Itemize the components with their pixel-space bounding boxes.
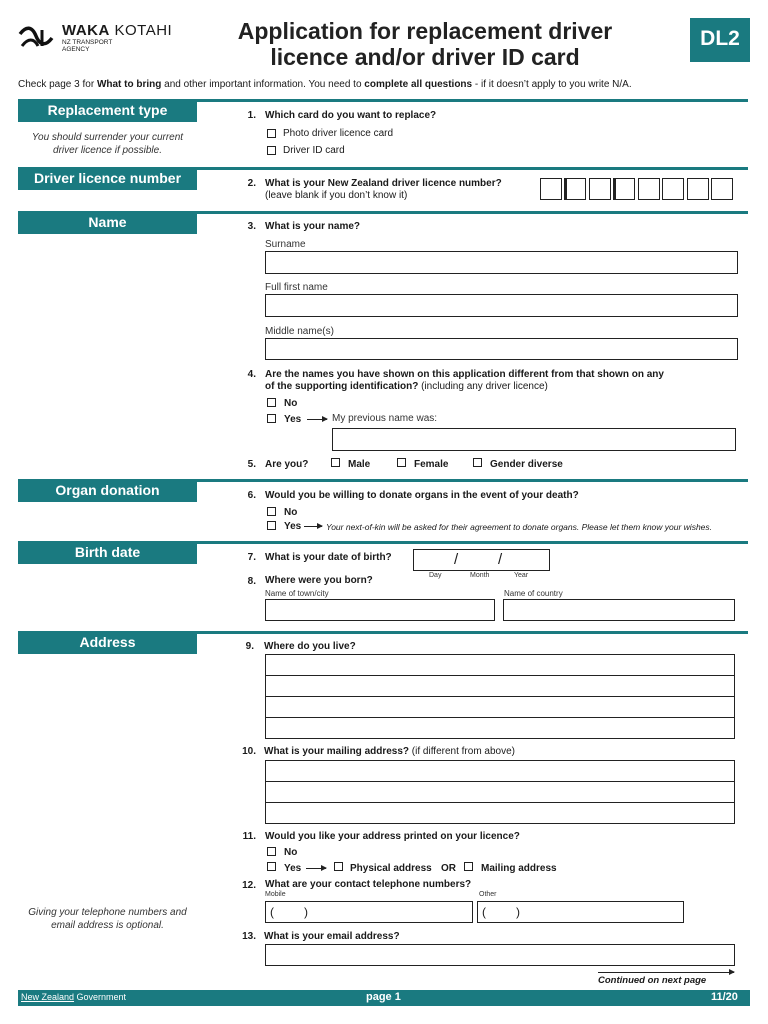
q11-number: 11. [242,831,256,842]
birth-town-input[interactable] [265,599,495,621]
or-label: OR [441,863,456,874]
licence-digit-3[interactable] [589,178,611,200]
q11-yes-label: Yes [284,863,302,874]
mobile-phone-input[interactable]: ( ) [265,901,473,923]
licence-digit-8[interactable] [711,178,733,200]
address-line-4[interactable] [265,717,735,739]
section-tab-name: Name [18,211,197,234]
govt-logo: New Zealand Government [21,992,127,1002]
q7-number: 7. [247,552,256,563]
q11-yes-checkbox[interactable] [267,862,276,871]
day-label: Day [429,572,442,579]
q9-text: Where do you live? [264,641,356,652]
section-tab-licence-number: Driver licence number [18,167,197,190]
q8-text: Where were you born? [265,575,373,586]
q6-yes-label: Yes [284,521,302,532]
q6-note: Your next-of-kin will be asked for their agreement to donate organs. Please let them know your wishes. [326,522,713,532]
first-name-label: Full first name [265,282,328,293]
q11-no-checkbox[interactable] [267,847,276,856]
arrow-icon [598,972,734,973]
q1-number: 1. [247,110,256,121]
arrow-icon [306,868,326,869]
q2-text: What is your New Zealand driver licence number? (leave blank if you don’t know it) [265,178,502,201]
q6-number: 6. [247,490,256,501]
arrow-icon [307,419,327,420]
date-separator-2: / [498,551,503,568]
q13-number: 13. [242,931,256,942]
q12-text: What are your contact telephone numbers? [265,879,472,890]
section-tab-birth: Birth date [18,541,197,564]
town-label: Name of town/city [265,589,329,598]
form-version: 11/20 [711,991,738,1003]
date-of-birth-input[interactable] [413,549,550,571]
other-label: Other [479,891,497,898]
note-surrender: You should surrender your current driver licence if possible. [31,132,184,156]
q5-number: 5. [247,459,256,470]
licence-number-field[interactable] [540,178,738,200]
q4-number: 4. [247,369,256,380]
licence-digit-6[interactable] [662,178,684,200]
q4-yes-checkbox[interactable] [267,414,276,423]
previous-name-input[interactable] [332,428,736,451]
q12-number: 12. [242,880,256,891]
mobile-label: Mobile [265,891,286,898]
q10-text: What is your mailing address? (if different from above) [264,746,516,757]
section-line-birth [197,541,748,544]
q6-no-checkbox[interactable] [267,507,276,516]
section-line-organ [197,479,748,482]
q2-number: 2. [247,178,256,189]
q6-yes-checkbox[interactable] [267,521,276,530]
male-label: Male [348,459,371,470]
first-name-input[interactable] [265,294,738,317]
logo [18,22,178,56]
previous-name-label: My previous name was: [332,413,438,424]
physical-address-checkbox[interactable] [334,862,343,871]
intro-text: Check page 3 for What to bring and other important information. You need to complete all questions - if it doesn’t apply to you write N/A. [18,79,632,90]
q7-text: What is your date of birth? [265,552,392,563]
q13-text: What is your email address? [264,931,400,942]
page-number: page 1 [366,991,401,1003]
residential-address-input[interactable] [265,654,735,740]
country-label: Name of country [504,589,563,598]
licence-digit-5[interactable] [638,178,660,200]
q9-number: 9. [245,641,254,652]
address-line-3[interactable] [265,696,735,718]
q4-no-label: No [284,398,298,409]
q6-text: Would you be willing to donate organs in the event of your death? [265,490,579,501]
q3-number: 3. [247,221,256,232]
licence-digit-2[interactable] [564,178,586,200]
q8-number: 8. [247,576,256,587]
page-title [200,18,650,70]
note-phone: Giving your telephone numbers and email address is optional. [28,907,187,931]
logo-name-bold: WAKA [62,22,110,39]
q1-driver-id-label: Driver ID card [283,145,345,156]
year-label: Year [514,572,529,579]
date-separator-1: / [454,551,459,568]
surname-input[interactable] [265,251,738,274]
mailing-line-3[interactable] [265,802,735,824]
q11-text: Would you like your address printed on your licence? [265,831,520,842]
q1-driver-id-checkbox[interactable] [267,146,276,155]
logo-sub2: AGENCY [62,46,90,53]
gender-diverse-checkbox[interactable] [473,458,482,467]
address-line-1[interactable] [265,654,735,676]
q11-no-label: No [284,847,298,858]
surname-label: Surname [265,239,306,250]
q4-no-checkbox[interactable] [267,398,276,407]
title-line-1: Application for replacement driver [237,18,613,44]
waka-kotahi-logo-icon [18,24,58,54]
section-tab-organ: Organ donation [18,479,197,502]
female-checkbox[interactable] [397,458,406,467]
q4-text: Are the names you have shown on this application different from that shown on any of the supporting identification? (including any driver licence) [265,369,664,392]
email-input[interactable] [265,944,735,966]
section-line-name [197,211,748,214]
licence-digit-4[interactable] [613,178,635,200]
birth-country-input[interactable] [503,599,735,621]
q1-photo-licence-label: Photo driver licence card [283,128,394,139]
form-code-badge: DL2 [690,18,750,62]
male-checkbox[interactable] [331,458,340,467]
section-tab-replacement: Replacement type [18,99,197,122]
section-line-licence-number [197,167,748,170]
mailing-address-checkbox[interactable] [464,862,473,871]
other-phone-input[interactable]: ( ) [477,901,684,923]
mailing-line-1[interactable] [265,760,735,782]
continued-note: Continued on next page [598,975,707,986]
q5-text: Are you? [265,459,309,470]
physical-address-label: Physical address [350,863,432,874]
logo-sub1: NZ TRANSPORT [62,39,113,46]
logo-name-light: KOTAHI [114,22,173,39]
q3-text: What is your name? [265,221,361,232]
section-line-replacement [197,99,748,102]
arrow-icon [304,526,322,527]
q1-photo-licence-checkbox[interactable] [267,129,276,138]
q4-yes-label: Yes [284,414,302,425]
address-line-2[interactable] [265,675,735,697]
month-label: Month [470,572,490,579]
title-line-2: licence and/or driver ID card [270,44,580,70]
q1-text: Which card do you want to replace? [265,110,437,121]
gender-diverse-label: Gender diverse [490,459,563,470]
mailing-address-label: Mailing address [481,863,557,874]
female-label: Female [414,459,449,470]
q6-no-label: No [284,507,298,518]
middle-name-label: Middle name(s) [265,326,334,337]
section-tab-address: Address [18,631,197,654]
mailing-line-2[interactable] [265,781,735,803]
middle-name-input[interactable] [265,338,738,360]
licence-digit-1[interactable] [540,178,562,200]
q10-number: 10. [242,746,256,757]
mailing-address-input[interactable] [265,760,735,824]
licence-digit-7[interactable] [687,178,709,200]
section-line-address [197,631,748,634]
